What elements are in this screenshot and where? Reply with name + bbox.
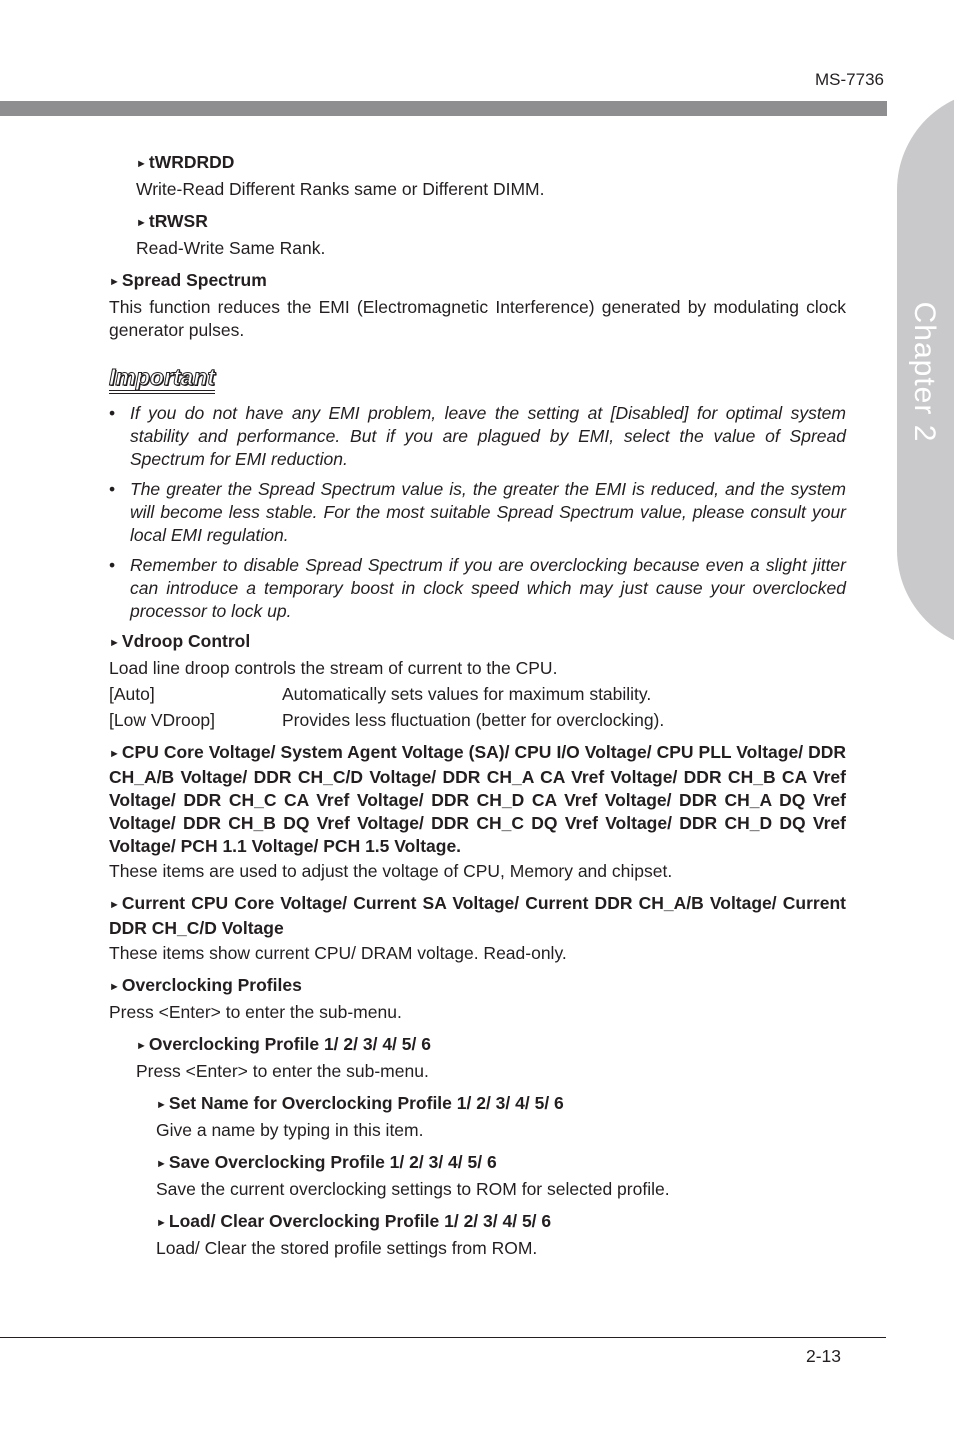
section-heading-oc-profile-n: [136, 1033, 846, 1058]
triangle-bullet-icon: ►: [109, 637, 120, 649]
section-desc-current-voltages: These items show current CPU/ DRAM voltage. Read-only.: [109, 943, 567, 963]
section-heading-set-name: [156, 1092, 846, 1117]
footer-rule: [0, 1337, 886, 1338]
heading-text: Save Overclocking Profile 1/ 2/ 3/ 4/ 5/ 6: [168, 1152, 497, 1172]
page-number: 2-13: [806, 1346, 842, 1366]
option-value: Provides less fluctuation (better for overclocking).: [282, 710, 665, 730]
section-heading-vdroop: [109, 630, 846, 655]
section-desc-twrdrdd: Write-Read Different Ranks same or Different DIMM.: [136, 179, 545, 199]
bullet-text: Remember to disable Spread Spectrum if you are overclocking because even a slight jitter can introduce a temporary boost in clock speed which may just cause your overclocked processor to lock up.: [130, 555, 846, 621]
heading-text: Set Name for Overclocking Profile 1/ 2/ 3/ 4/ 5/ 6: [168, 1093, 564, 1113]
section-heading-save-profile: [156, 1151, 846, 1176]
heading-text: Spread Spectrum: [121, 270, 267, 290]
heading-text: tWRDRDD: [148, 152, 235, 172]
bullet-text: If you do not have any EMI problem, leave the setting at [Disabled] for optimal system stability and performance. But if you are plagued by EMI, select the value of Spread Spectrum for EMI reduction.: [130, 403, 846, 469]
option-value: Automatically sets values for maximum stability.: [282, 684, 652, 704]
list-item: • The greater the Spread Spectrum value is, the greater the EMI is reduced, and the system will become less stable. For the most suitable Spread Spectrum value, please consult your local EMI regulation.: [109, 479, 846, 545]
important-list: [109, 402, 846, 623]
chapter-tab-label: Chapter 2: [908, 301, 941, 443]
section-heading-twrdrdd: [136, 151, 846, 176]
section-desc-oc-profiles: Press <Enter> to enter the sub-menu.: [109, 1002, 402, 1022]
header-bar: [0, 101, 887, 116]
section-desc-trwsr: Read-Write Same Rank.: [136, 238, 326, 258]
triangle-bullet-icon: ►: [136, 158, 147, 170]
heading-text: Overclocking Profile 1/ 2/ 3/ 4/ 5/ 6: [148, 1034, 431, 1054]
section-heading-voltages: [109, 741, 846, 858]
heading-text: Vdroop Control: [121, 631, 251, 651]
option-row: [109, 683, 846, 706]
triangle-bullet-icon: ►: [109, 748, 120, 760]
triangle-bullet-icon: ►: [156, 1217, 167, 1229]
option-row: [109, 709, 846, 732]
bullet-text: The greater the Spread Spectrum value is, the greater the EMI is reduced, and the system will become less stable. For the most suitable Spread Spectrum value, please consult your local EMI regulation.: [130, 479, 846, 545]
option-key: [Auto]: [109, 684, 155, 704]
section-heading-current-voltages: [109, 892, 846, 940]
section-heading-oc-profiles: [109, 974, 846, 999]
section-desc-spread-spectrum: This function reduces the EMI (Electromagnetic Interference) generated by modulating clock generator pulses.: [109, 297, 846, 340]
section-heading-spread-spectrum: [109, 269, 846, 294]
section-desc-load-clear-profile: Load/ Clear the stored profile settings from ROM.: [156, 1238, 538, 1258]
triangle-bullet-icon: ►: [136, 1040, 147, 1052]
heading-text: tRWSR: [148, 211, 208, 231]
triangle-bullet-icon: ►: [109, 276, 120, 288]
section-desc-save-profile: Save the current overclocking settings to ROM for selected profile.: [156, 1179, 670, 1199]
section-desc-voltages: These items are used to adjust the voltage of CPU, Memory and chipset.: [109, 861, 673, 881]
triangle-bullet-icon: ►: [109, 899, 120, 911]
heading-text: Load/ Clear Overclocking Profile 1/ 2/ 3/ 4/ 5/ 6: [168, 1211, 552, 1231]
section-heading-trwsr: [136, 210, 846, 235]
model-number: MS-7736: [815, 70, 884, 89]
list-item: • Remember to disable Spread Spectrum if you are overclocking because even a slight jitter can introduce a temporary boost in clock speed which may just cause your overclocked processor to lock up.: [109, 555, 846, 621]
option-key: [Low VDroop]: [109, 710, 216, 730]
section-desc-vdroop: Load line droop controls the stream of current to the CPU.: [109, 658, 558, 678]
triangle-bullet-icon: ►: [109, 981, 120, 993]
triangle-bullet-icon: ►: [156, 1099, 167, 1111]
section-desc-set-name: Give a name by typing in this item.: [156, 1120, 424, 1140]
important-title: Important: [109, 364, 215, 394]
heading-text: Current CPU Core Voltage/ Current SA Voltage/ Current DDR CH_A/B Voltage/ Current DDR CH_C/D Voltage: [109, 893, 846, 938]
triangle-bullet-icon: ►: [136, 217, 147, 229]
triangle-bullet-icon: ►: [156, 1158, 167, 1170]
page-content: [109, 151, 846, 1260]
heading-text: CPU Core Voltage/ System Agent Voltage (SA)/ CPU I/O Voltage/ CPU PLL Voltage/ DDR CH_A/B Voltage/ DDR CH_C/D Voltage/ DDR CH_A CA Vref Voltage/ DDR CH_B CA Vref Voltage/ DDR CH_C CA Vref Voltage/ DDR CH_D CA Vref Voltage/ DDR CH_A DQ Vref Voltage/ DDR CH_B DQ Vref Voltage/ DDR CH_C DQ Vref Voltage/ DDR CH_D DQ Vref Voltage/ PCH 1.1 Voltage/ PCH 1.5 Voltage.: [109, 742, 846, 856]
section-heading-load-clear-profile: [156, 1210, 846, 1235]
heading-text: Overclocking Profiles: [121, 975, 302, 995]
list-item: • If you do not have any EMI problem, leave the setting at [Disabled] for optimal system stability and performance. But if you are plagued by EMI, select the value of Spread Spectrum for EMI reduction.: [109, 403, 846, 469]
section-desc-oc-profile-n: Press <Enter> to enter the sub-menu.: [136, 1061, 429, 1081]
